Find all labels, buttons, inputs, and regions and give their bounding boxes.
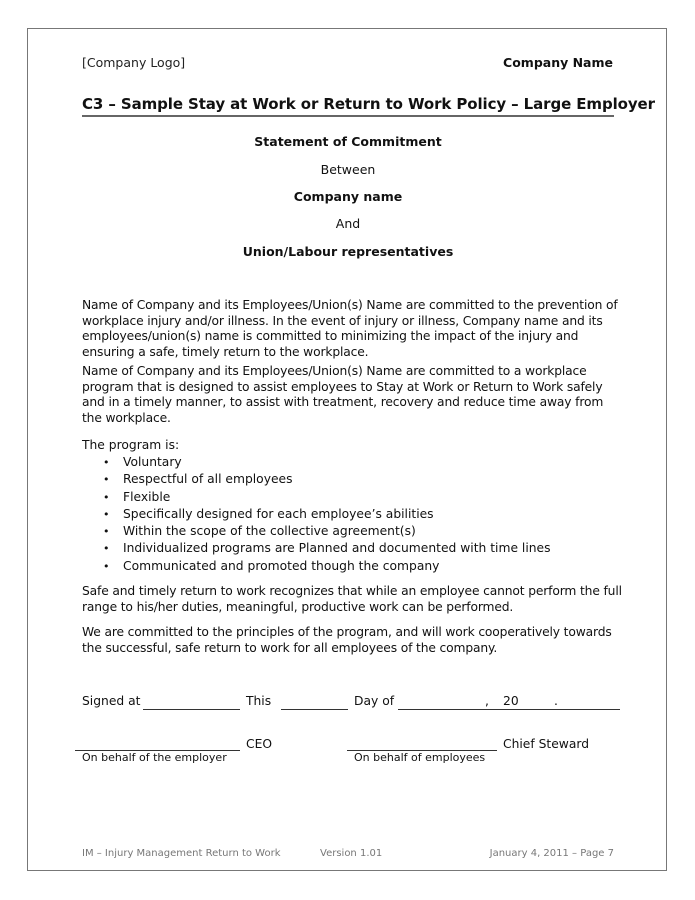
employer-caption: On behalf of the employer — [82, 751, 227, 764]
year-prefix: 20 — [503, 694, 519, 708]
bullet-icon: • — [103, 507, 110, 521]
employee-title: Chief Steward — [503, 737, 590, 751]
bullet-icon: • — [103, 559, 110, 573]
paragraph-program: Name of Company and its Employees/Union(s) Name are committed to a workplace program that is designed to assist employees to Stay at Work or Return to Work safely and in a timely manner, to assist with treatment, recovery and reduce time away from the workplace. — [82, 364, 604, 425]
month-year-field[interactable] — [398, 709, 620, 710]
commitment-between: Between — [320, 162, 376, 177]
list-item: • Individualized programs are Planned and documented with time lines — [82, 540, 551, 557]
commitment-party-union: Union/Labour representatives — [242, 244, 454, 259]
date-period: . — [554, 694, 558, 708]
program-intro: The program is: — [82, 438, 180, 452]
commitment-heading: Statement of Commitment — [254, 134, 442, 149]
list-item: • Flexible — [82, 489, 551, 506]
paragraph-commitment: We are committed to the principles of the program, and will work cooperatively towards the successful, safe return to work for all employees of the company. — [82, 625, 612, 655]
commitment-party-company: Company name — [293, 189, 403, 204]
paragraph-prevention: Name of Company and its Employees/Union(s) Name are committed to the prevention of workplace injury and/or illness. In the event of injury or illness, Company name and its employees/union(s) name is committed to minimizing the impact of the injury and ensuring a safe, timely return to the workplace. — [82, 298, 618, 359]
list-item: • Within the scope of the collective agreement(s) — [82, 523, 551, 540]
footer-left: IM – Injury Management Return to Work — [82, 848, 281, 859]
this-label: This — [246, 694, 272, 708]
paragraph-safe-return: Safe and timely return to work recognizes that while an employee cannot perform the full range to his/her duties, meaningful, productive work can be performed. — [82, 584, 622, 614]
list-item: • Voluntary — [82, 454, 551, 471]
day-number-field[interactable] — [281, 709, 348, 710]
bullet-icon: • — [103, 456, 110, 469]
document-title: C3 – Sample Stay at Work or Return to Work Policy – Large Employer — [82, 95, 614, 117]
employee-caption: On behalf of employees — [354, 751, 486, 764]
company-name-header: Company Name — [503, 55, 613, 70]
program-list-section — [82, 437, 551, 575]
signed-at-label: Signed at — [82, 694, 141, 708]
bullet-icon: • — [103, 473, 110, 487]
list-item: • Communicated and promoted though the company — [82, 558, 551, 575]
list-item: • Specifically designed for each employee’s abilities — [82, 506, 551, 523]
footer-date-page: January 4, 2011 – Page 7 — [489, 848, 614, 859]
commitment-and: And — [335, 216, 361, 231]
footer-version: Version 1.01 — [320, 848, 383, 859]
bullet-icon: • — [103, 525, 110, 539]
program-bullet-list — [82, 454, 551, 575]
signed-at-field[interactable] — [143, 709, 240, 710]
list-item: • Respectful of all employees — [82, 471, 551, 488]
day-of-label: Day of — [354, 694, 395, 708]
date-comma: , — [485, 694, 489, 708]
bullet-icon: • — [103, 490, 110, 504]
employer-title: CEO — [246, 737, 273, 751]
bullet-icon: • — [103, 542, 110, 556]
company-logo-placeholder: [Company Logo] — [82, 55, 186, 70]
